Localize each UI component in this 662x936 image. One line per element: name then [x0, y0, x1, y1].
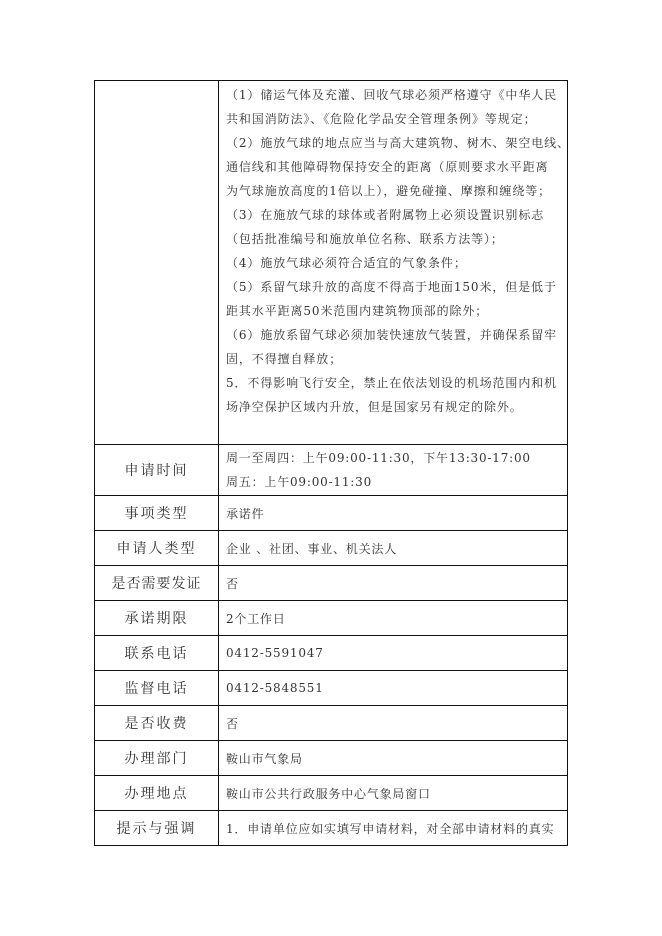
certificate-required-text: 否 — [226, 576, 239, 591]
row-label-department: 办理部门 — [95, 741, 219, 776]
row-label-application-time: 申请时间 — [95, 445, 219, 496]
requirement-line: 共和国消防法》、《危险化学品安全管理条例》等规定； — [226, 112, 537, 126]
table-row-requirements — [95, 81, 568, 445]
requirement-line: （2）施放气球的地点应当与高大建筑物、树木、架空电线、 — [226, 136, 570, 150]
requirement-line: 通信线和其他障碍物保持安全的距离（原则要求水平距离 — [226, 160, 549, 174]
requirement-line: 距其水平距离50米范围内建筑物顶部的除外； — [226, 304, 489, 318]
supervision-phone-value — [219, 671, 568, 706]
requirements-cell — [219, 81, 568, 445]
table-row-notes — [95, 811, 568, 846]
requirement-line: 固，不得擅自释放； — [226, 352, 343, 366]
row-label-supervision-phone: 监督电话 — [95, 671, 219, 706]
table-row-promise-period — [95, 601, 568, 636]
table-row-item-type — [95, 496, 568, 531]
contact-phone-value — [219, 636, 568, 671]
application-time-weekdays: 周一至周四：上午09:00-11:30，下午13:30-17:00 — [226, 451, 531, 465]
row-label-contact-phone: 联系电话 — [95, 636, 219, 671]
table-row-application-time — [95, 445, 568, 496]
notes-value — [219, 811, 568, 846]
row-label-empty — [95, 81, 219, 445]
applicant-type-value — [219, 531, 568, 566]
department-text: 鞍山市气象局 — [226, 751, 303, 766]
item-type-value — [219, 496, 568, 531]
table-row-fee — [95, 706, 568, 741]
department-value — [219, 741, 568, 776]
requirement-line: （包括批准编号和施放单位名称、联系方法等）； — [226, 232, 504, 246]
notes-text: 1．申请单位应如实填写申请材料，对全部申请材料的真实 — [226, 821, 555, 836]
requirement-line: 为气球施放高度的1倍以上），避免碰撞、摩擦和缠绕等； — [226, 184, 552, 198]
table-row-location — [95, 776, 568, 811]
fee-value — [219, 706, 568, 741]
requirement-line: 5．不得影响飞行安全，禁止在依法划设的机场范围内和机 — [226, 376, 558, 390]
row-label-applicant-type: 申请人类型 — [95, 531, 219, 566]
row-label-location: 办理地点 — [95, 776, 219, 811]
table-row-supervision-phone — [95, 671, 568, 706]
row-label-item-type: 事项类型 — [95, 496, 219, 531]
item-type-text: 承诺件 — [226, 506, 265, 521]
table-row-applicant-type — [95, 531, 568, 566]
row-label-promise-period: 承诺期限 — [95, 601, 219, 636]
requirement-line: （1）储运气体及充灌、回收气球必须严格遵守《中华人民 — [226, 88, 558, 102]
location-text: 鞍山市公共行政服务中心气象局窗口 — [226, 786, 431, 801]
requirement-line: （3）在施放气球的球体或者附属物上必须设置识别标志 — [226, 208, 545, 222]
service-info-table-container — [94, 80, 568, 846]
row-label-notes: 提示与强调 — [95, 811, 219, 846]
requirement-line: （6）施放系留气球必须加装快速放气装置，并确保系留牢 — [226, 328, 558, 342]
fee-text: 否 — [226, 716, 239, 731]
application-time-cell — [219, 445, 568, 496]
promise-period-value — [219, 601, 568, 636]
requirement-line: 场净空保护区域内升放，但是国家另有规定的除外。 — [226, 400, 523, 414]
location-value — [219, 776, 568, 811]
contact-phone-text: 0412-5591047 — [226, 646, 324, 660]
table-row-contact-phone — [95, 636, 568, 671]
table-row-certificate-required — [95, 566, 568, 601]
table-row-department — [95, 741, 568, 776]
certificate-required-value — [219, 566, 568, 601]
row-label-fee: 是否收费 — [95, 706, 219, 741]
row-label-certificate-required: 是否需要发证 — [95, 566, 219, 601]
requirement-line: （4）施放气球必须符合适宜的气象条件； — [226, 256, 467, 270]
requirement-line: （5）系留气球升放的高度不得高于地面150米，但是低于 — [226, 280, 557, 294]
service-info-table — [94, 80, 568, 846]
applicant-type-text: 企业 、社团、事业、机关法人 — [226, 541, 398, 556]
promise-period-text: 2个工作日 — [226, 611, 286, 626]
application-time-friday: 周五：上午09:00-11:30 — [226, 475, 373, 489]
supervision-phone-text: 0412-5848551 — [226, 681, 324, 695]
